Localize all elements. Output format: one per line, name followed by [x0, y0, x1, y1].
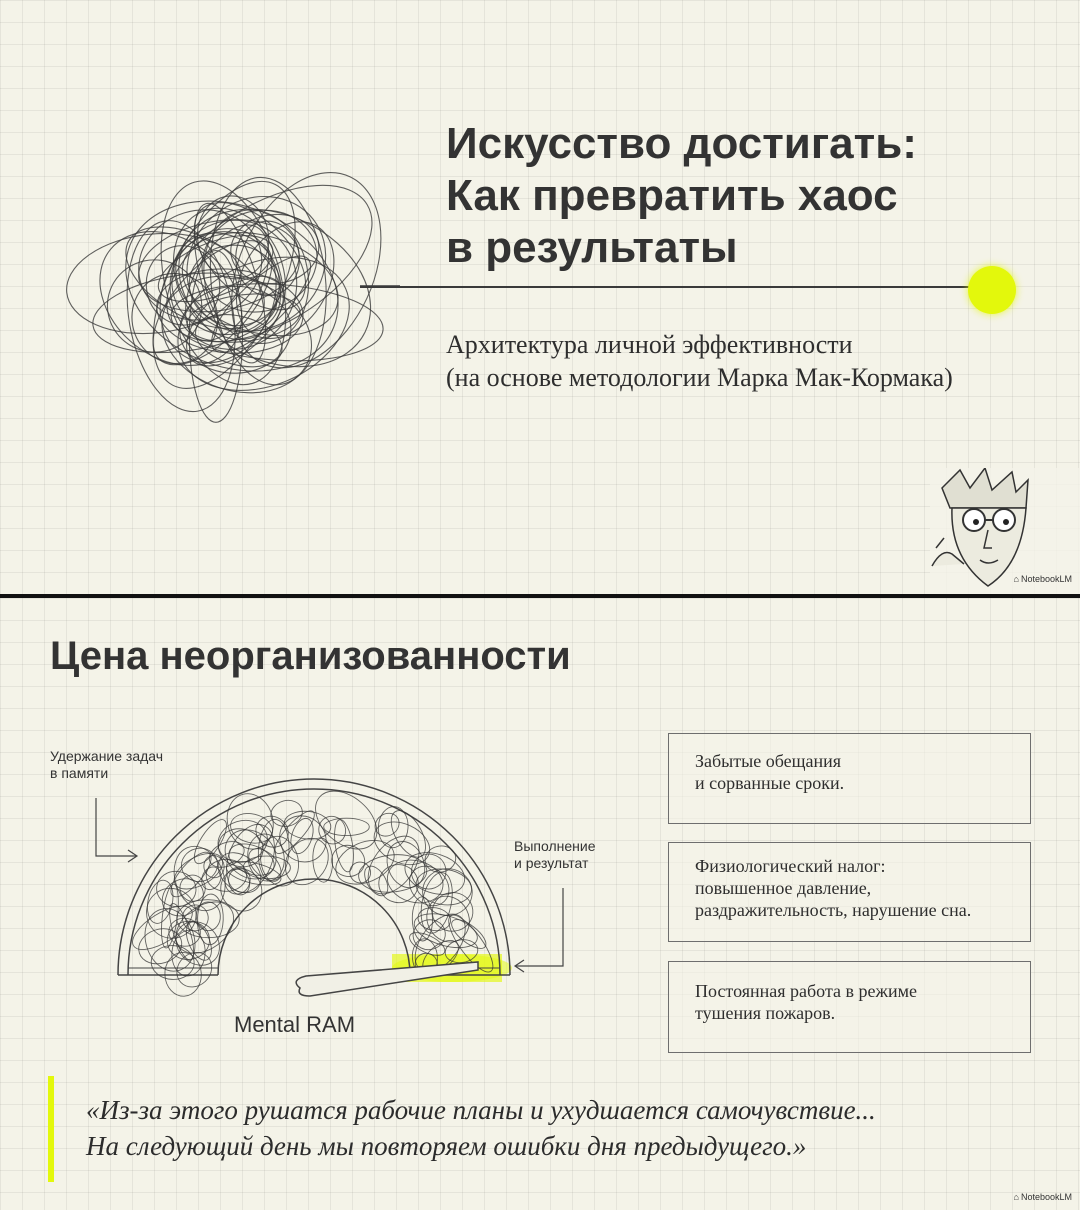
scribble-loop [124, 159, 325, 410]
gauge-left-label: Удержание задач в памяти [50, 748, 164, 781]
gauge-scribble-loop [371, 809, 404, 841]
notebooklm-logo-icon: ⌂ [1013, 574, 1019, 584]
title-line: Как превратить хаос [446, 171, 898, 220]
gauge-scribble-loop [270, 806, 320, 859]
quote-accent-bar [48, 1076, 54, 1182]
gauge-scribble-loop [126, 898, 199, 958]
gauge-caption: Mental RAM [234, 1012, 356, 1037]
slide-title [446, 118, 917, 274]
gauge-scribble-loop [401, 858, 457, 914]
subtitle-line: Архитектура личной эффективности [446, 330, 853, 359]
notebooklm-logo-icon: ⌂ [1013, 1192, 1019, 1202]
gauge-icon [0, 598, 660, 1038]
gauge-scribble-loop [188, 815, 232, 868]
consequence-box: Забытые обещания и сорванные сроки. [668, 733, 1031, 824]
title-line: Искусство достигать: [446, 119, 917, 168]
title-slide [0, 0, 1080, 594]
slide-subtitle [446, 328, 953, 394]
brand-label: ⌂ NotebookLM [1013, 1192, 1072, 1202]
consequence-box: Постоянная работа в режиме тушения пожаров. [668, 961, 1031, 1053]
gauge-scribble-loop [312, 838, 334, 883]
consequence-box: Физиологический налог: повышенное давление, раздражительность, нарушение сна. [668, 842, 1031, 942]
gauge-right-label: Выполнение и результат [514, 838, 596, 871]
slide-title: Цена неорганизованности [50, 634, 571, 678]
subtitle-line: (на основе методологии Марка Мак-Кормака) [446, 363, 953, 392]
content-slide [0, 598, 1080, 1210]
scribble-chaos-icon [60, 135, 400, 435]
accent-dot [968, 266, 1016, 314]
connector-line [360, 286, 980, 288]
quote-text: «Из-за этого рушатся рабочие планы и ухудшается самочувствие... На следующий день мы повторяем ошибки дня предыдущего.» [86, 1095, 876, 1161]
title-line: в результаты [446, 223, 738, 272]
gauge-scribble-loop [210, 844, 268, 900]
gauge-scribble-loop [283, 809, 332, 841]
gauge-scribble-loop [314, 811, 351, 849]
brand-label: ⌂ NotebookLM [1013, 574, 1072, 584]
